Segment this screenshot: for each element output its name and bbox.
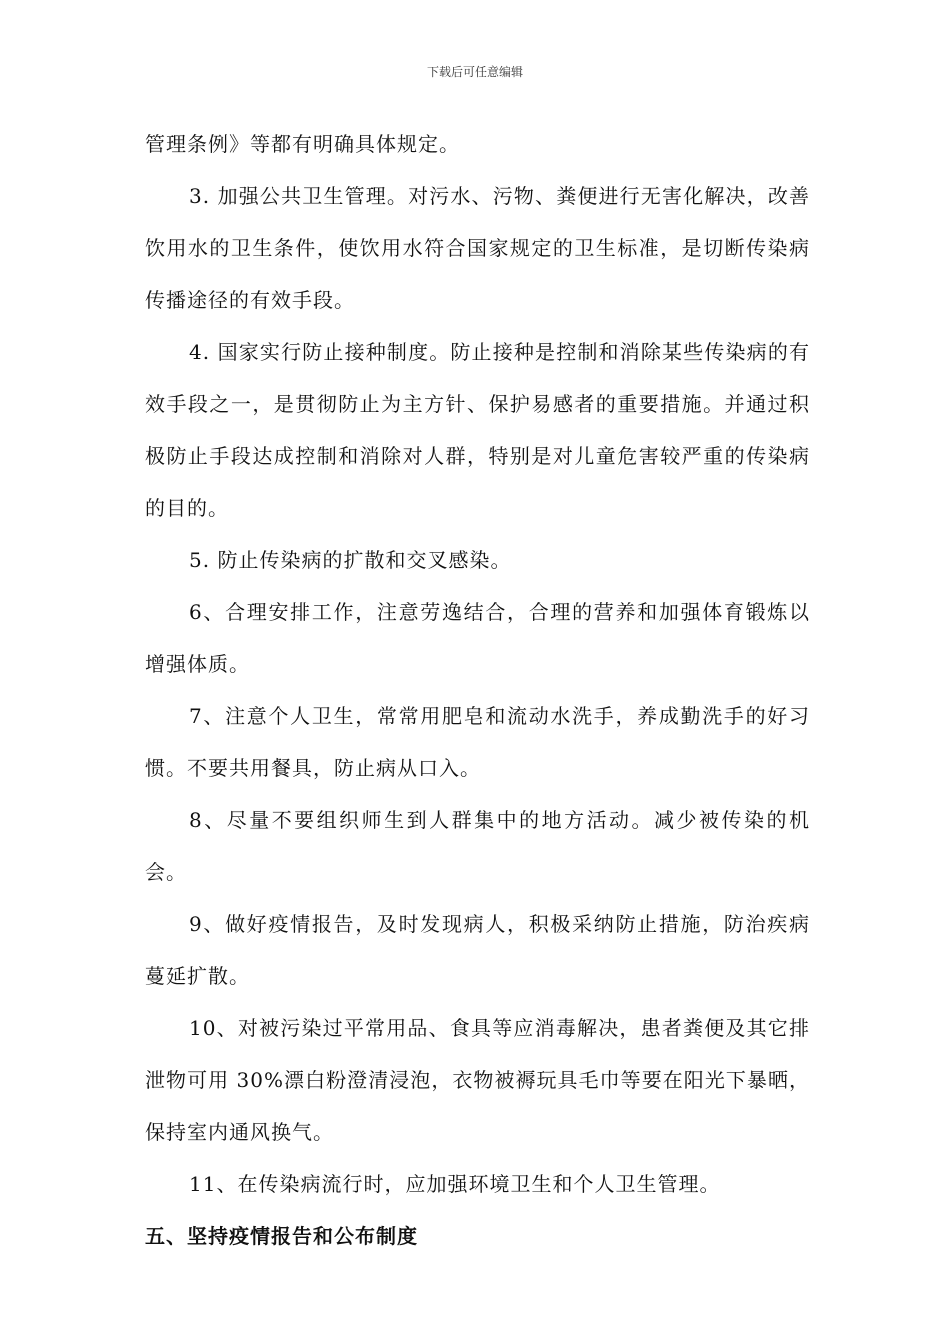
- paragraph-item-9: 9、做好疫情报告，及时发现病人，积极采纳防止措施，防治疾病蔓延扩散。: [145, 912, 810, 988]
- paragraph-item-5: 5. 防止传染病的扩散和交叉感染。: [189, 548, 512, 572]
- section-heading: 五、坚持疫情报告和公布制度: [145, 1224, 418, 1248]
- paragraph-item-10: 10、对被污染过平常用品、食具等应消毒解决，患者粪便及其它排泄物可用 30%漂白粉澄清浸泡，衣物被褥玩具毛巾等要在阳光下暴晒，保持室内通风换气。: [145, 1016, 810, 1144]
- paragraph-item-8: 8、尽量不要组织师生到人群集中的地方活动。减少被传染的机会。: [145, 808, 810, 884]
- document-body: [145, 118, 810, 1262]
- paragraph-item-11: 11、在传染病流行时，应加强环境卫生和个人卫生管理。: [189, 1172, 721, 1196]
- paragraph-continuation: 管理条例》等都有明确具体规定。: [145, 132, 460, 156]
- paragraph-item-4: 4. 国家实行防止接种制度。防止接种是控制和消除某些传染病的有效手段之一，是贯彻防止为主方针、保护易感者的重要措施。并通过积极防止手段达成控制和消除对人群，特别是对儿童危害较严重的传染病的目的。: [145, 340, 810, 520]
- paragraph-item-7: 7、注意个人卫生，常常用肥皂和流动水洗手，养成勤洗手的好习惯。不要共用餐具，防止病从口入。: [145, 704, 810, 780]
- page-header-note: 下载后可任意编辑: [426, 65, 523, 79]
- paragraph-item-3: 3. 加强公共卫生管理。对污水、污物、粪便进行无害化解决，改善饮用水的卫生条件，使饮用水符合国家规定的卫生标准，是切断传染病传播途径的有效手段。: [145, 184, 810, 312]
- paragraph-item-6: 6、合理安排工作，注意劳逸结合，合理的营养和加强体育锻炼以增强体质。: [145, 600, 810, 676]
